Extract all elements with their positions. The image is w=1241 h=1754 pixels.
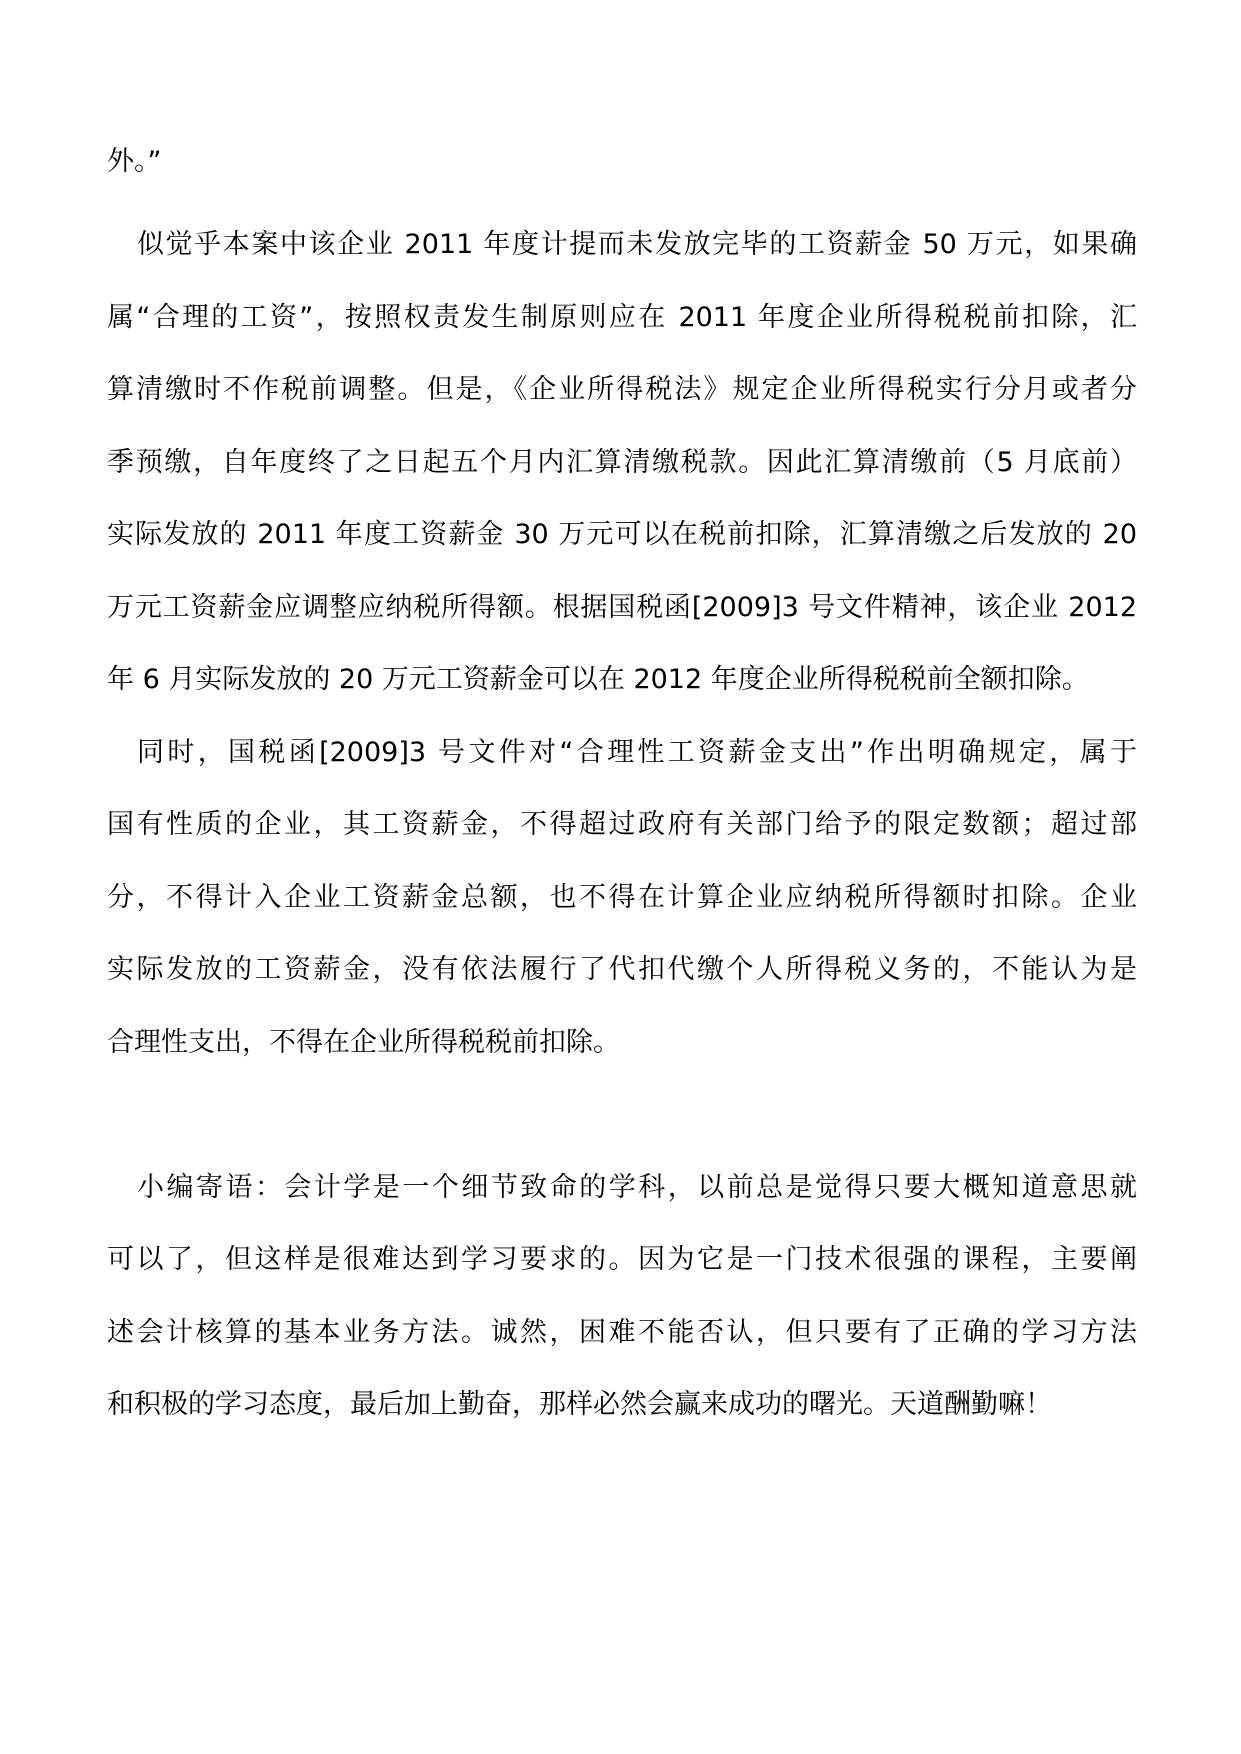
paragraph-1-line-5: 实际发放的 2011 年度工资薪金 30 万元可以在税前扣除，汇算清缴之后发放的 20: [107, 519, 1137, 550]
paragraph-3-line-3: 述会计核算的基本业务方法。诚然，困难不能否认，但只要有了正确的学习方法: [107, 1317, 1137, 1348]
paragraph-2-line-1: 同时，国税函[2009]3 号文件对“合理性工资薪金支出”作出明确规定，属于: [137, 737, 1137, 768]
paragraph-1-line-4: 季预缴，自年度终了之日起五个月内汇算清缴税款。因此汇算清缴前（5 月底前）: [107, 447, 1137, 478]
paragraph-1-line-1: 似觉乎本案中该企业 2011 年度计提而未发放完毕的工资薪金 50 万元，如果确: [137, 229, 1137, 260]
paragraph-1-line-6: 万元工资薪金应调整应纳税所得额。根据国税函[2009]3 号文件精神，该企业 2012: [107, 592, 1137, 623]
paragraph-1-line-2: 属“合理的工资”，按照权责发生制原则应在 2011 年度企业所得税税前扣除，汇: [107, 302, 1137, 333]
paragraph-3-line-2: 可以了，但这样是很难达到学习要求的。因为它是一门技术很强的课程，主要阐: [107, 1244, 1137, 1275]
paragraph-1-line-3: 算清缴时不作税前调整。但是，《企业所得税法》规定企业所得税实行分月或者分: [107, 374, 1137, 405]
paragraph-3-line-4: 和积极的学习态度，最后加上勤奋，那样必然会赢来成功的曙光。天道酬勤嘛！: [107, 1389, 1052, 1420]
paragraph-1-line-7: 年 6 月实际发放的 20 万元工资薪金可以在 2012 年度企业所得税税前全额扣除。: [107, 664, 1089, 695]
paragraph-2-line-2: 国有性质的企业，其工资薪金，不得超过政府有关部门给予的限定数额；超过部: [107, 809, 1137, 840]
paragraph-2-line-3: 分，不得计入企业工资薪金总额，也不得在计算企业应纳税所得额时扣除。企业: [107, 882, 1137, 913]
paragraph-3-line-1: 小编寄语：会计学是一个细节致命的学科，以前总是觉得只要大概知道意思就: [137, 1172, 1137, 1203]
paragraph-2-line-4: 实际发放的工资薪金，没有依法履行了代扣代缴个人所得税义务的，不能认为是: [107, 954, 1137, 985]
intro-line: 外。”: [107, 146, 162, 177]
paragraph-2-line-5: 合理性支出，不得在企业所得税税前扣除。: [107, 1027, 620, 1058]
